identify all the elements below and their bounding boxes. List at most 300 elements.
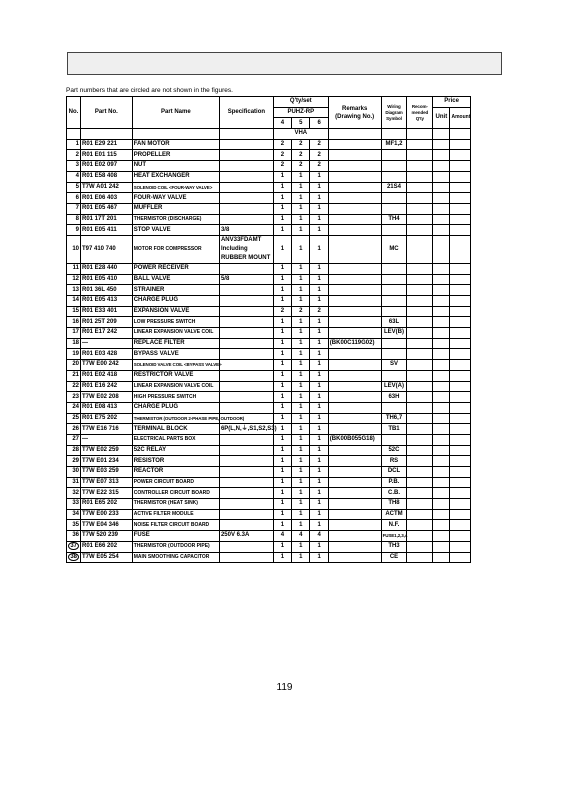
row-qty-text: 1 [317,500,321,507]
row-qty [310,161,328,172]
row-part-no [81,370,133,381]
row-qty-text: 1 [280,350,285,357]
row-no-text: 28 [72,446,79,453]
row-remarks [328,413,381,424]
row-qty [292,434,310,445]
row-qty-text: 2 [299,308,303,315]
row-qty-text: 1 [317,215,321,222]
header-wiring-symbol: Wiring Diagram Symbol [381,97,407,129]
row-qty-text: 1 [299,286,303,293]
row-part-no [81,477,133,488]
header-specification: Specification [219,97,273,129]
row-qty [310,263,328,274]
row-remarks [328,402,381,413]
row-no [67,488,81,499]
row-qty-text: 1 [317,361,321,368]
row-no [67,161,81,172]
row-price-amount [450,381,471,392]
row-wiring-symbol [381,235,407,263]
row-qty-text: 1 [299,318,303,325]
row-wiring-symbol [381,509,407,520]
row-qty [273,225,291,236]
row-wiring-symbol [381,381,407,392]
row-remarks [328,499,381,510]
row-no-text: 1 [75,141,79,148]
row-part-name-text: POWER CIRCUIT BOARD [133,479,194,486]
row-qty [310,424,328,435]
row-qty-text: 2 [280,151,285,158]
table-row [67,467,471,478]
row-qty [292,520,310,531]
row-qty-text: 1 [280,215,285,222]
row-qty-text: 1 [299,436,303,443]
row-specification [219,520,273,531]
row-no-text: 5 [75,183,79,190]
row-price-unit [433,274,450,285]
row-qty [273,161,291,172]
row-recommended-qty [407,370,433,381]
row-no [67,531,81,542]
row-part-name-text: ELECTRICAL PARTS BOX [133,436,196,443]
row-qty [292,139,310,150]
row-recommended-qty [407,171,433,182]
row-part-no-text: R01 E28 440 [82,265,118,272]
row-qty-text: 1 [317,404,321,411]
row-part-name [132,328,219,339]
row-wiring-symbol [381,338,407,349]
header-size-4: 4 [273,118,291,129]
row-price-amount [450,531,471,542]
row-part-name-text: RESTRICTOR VALVE [133,372,194,379]
row-no [67,306,81,317]
row-recommended-qty [407,328,433,339]
row-specification [219,349,273,360]
row-qty [292,161,310,172]
row-part-no [81,317,133,328]
header-spacer [407,129,433,140]
row-part-name-text: FOUR-WAY VALVE [133,194,187,201]
row-part-name-text: NUT [133,162,147,169]
row-remarks [328,434,381,445]
row-qty-text: 1 [280,275,285,282]
row-remarks [328,274,381,285]
row-recommended-qty [407,150,433,161]
row-specification [219,263,273,274]
row-specification [219,171,273,182]
row-price-amount [450,263,471,274]
header-spacer [381,129,407,140]
row-qty-text: 1 [299,173,303,180]
row-price-unit [433,161,450,172]
row-qty-text: 1 [280,297,285,304]
row-qty-text: 4 [317,532,321,539]
row-part-name-text: NOISE FILTER CIRCUIT BOARD [133,521,210,528]
row-price-amount [450,541,471,552]
row-qty-text: 1 [280,479,285,486]
row-part-name-text: MOTOR FOR COMPRESSOR [133,245,202,252]
row-qty [310,193,328,204]
table-row [67,541,471,552]
row-no [67,296,81,307]
row-qty-text: 2 [280,308,285,315]
row-part-name-text: ACTIVE FILTER MODULE [133,511,194,518]
row-part-no [81,139,133,150]
row-price-unit [433,370,450,381]
row-wiring-symbol-text: CE [389,553,399,560]
row-wiring-symbol [381,139,407,150]
row-no [67,203,81,214]
row-part-no-text: R01 E03 428 [82,350,118,357]
row-specification [219,338,273,349]
row-part-no-text: T7W E04 346 [82,521,119,528]
row-wiring-symbol [381,263,407,274]
row-specification [219,225,273,236]
row-price-amount [450,424,471,435]
row-part-no-text: R01 E17 242 [82,329,118,336]
row-qty-text: 1 [299,511,303,518]
row-qty [310,306,328,317]
row-qty-text: 1 [317,329,321,336]
row-no [67,424,81,435]
row-price-amount [450,306,471,317]
row-part-no [81,520,133,531]
table-row [67,456,471,467]
row-qty-text: 2 [317,308,321,315]
row-wiring-symbol [381,225,407,236]
row-part-no-text: R01 E08 413 [82,404,118,411]
row-recommended-qty [407,381,433,392]
row-qty-text: 1 [317,468,321,475]
row-price-unit [433,296,450,307]
row-qty [292,193,310,204]
row-remarks [328,182,381,193]
table-row [67,296,471,307]
row-price-amount [450,434,471,445]
row-no [67,338,81,349]
row-specification [219,285,273,296]
row-remarks [328,456,381,467]
row-wiring-symbol [381,193,407,204]
row-qty-text: 1 [299,489,303,496]
row-wiring-symbol [381,360,407,371]
row-qty-text: 1 [280,205,285,212]
row-price-amount [450,552,471,563]
row-qty-text: 1 [280,286,285,293]
row-qty-text: 1 [299,275,303,282]
row-part-name [132,193,219,204]
row-part-no [81,413,133,424]
row-qty [310,338,328,349]
header-spacer [433,129,450,140]
row-no-text: 27 [72,436,79,443]
row-wiring-symbol [381,370,407,381]
row-remarks [328,225,381,236]
row-part-no-text: T7W E00 233 [82,511,119,518]
row-wiring-symbol [381,349,407,360]
row-specification [219,214,273,225]
row-part-name-text: POWER RECEIVER [133,265,189,272]
row-price-amount [450,488,471,499]
row-specification [219,317,273,328]
row-qty-text: 1 [299,382,303,389]
row-part-name [132,150,219,161]
row-part-name-text: MUFFLER [133,205,163,212]
row-qty-text: 1 [280,318,285,325]
row-recommended-qty [407,392,433,403]
row-qty [273,402,291,413]
row-part-name [132,263,219,274]
row-recommended-qty [407,402,433,413]
table-row [67,338,471,349]
row-no [67,499,81,510]
row-price-unit [433,285,450,296]
row-no-text: 14 [72,297,79,304]
row-no [67,370,81,381]
header-no: No. [67,97,81,129]
row-price-unit [433,171,450,182]
row-part-name [132,424,219,435]
row-price-unit [433,520,450,531]
row-price-amount [450,499,471,510]
row-qty [273,150,291,161]
row-qty [273,203,291,214]
row-part-name-text: HIGH PRESSURE SWITCH [133,393,197,400]
row-part-name [132,349,219,360]
row-qty-text: 1 [317,479,321,486]
row-qty [273,467,291,478]
row-qty-text: 1 [299,543,303,550]
row-part-name [132,402,219,413]
row-qty [273,285,291,296]
row-price-unit [433,499,450,510]
table-row [67,182,471,193]
row-qty [292,338,310,349]
row-price-amount [450,193,471,204]
row-qty [292,274,310,285]
row-part-name-text: FUSE [133,532,150,539]
row-qty [273,531,291,542]
row-price-amount [450,360,471,371]
row-wiring-symbol [381,392,407,403]
row-qty [292,306,310,317]
row-part-name-text: HEAT EXCHANGER [133,173,190,180]
row-wiring-symbol [381,150,407,161]
row-part-name [132,467,219,478]
row-qty-text: 2 [280,162,285,169]
row-part-name [132,235,219,263]
row-qty [310,203,328,214]
table-row [67,552,471,563]
row-specification [219,306,273,317]
row-wiring-symbol [381,424,407,435]
row-qty [273,541,291,552]
table-row [67,139,471,150]
row-qty-text: 1 [280,245,285,252]
row-wiring-symbol [381,285,407,296]
row-price-unit [433,456,450,467]
row-remarks [328,541,381,552]
row-no-text: 19 [72,350,79,357]
row-price-unit [433,477,450,488]
row-qty-text: 1 [280,543,285,550]
row-price-unit [433,413,450,424]
table-row [67,306,471,317]
row-remarks [328,214,381,225]
row-qty-text: 1 [280,329,285,336]
row-part-name [132,531,219,542]
row-price-amount [450,477,471,488]
row-part-no [81,296,133,307]
row-wiring-symbol-text: LEV(A) [383,382,404,389]
row-part-name-text: FAN MOTOR [133,141,170,148]
row-qty [310,520,328,531]
header-spacer [81,129,133,140]
row-qty-text: 1 [280,436,285,443]
row-price-amount [450,413,471,424]
row-price-amount [450,274,471,285]
row-qty [292,413,310,424]
row-qty-text: 1 [317,543,321,550]
row-recommended-qty [407,235,433,263]
row-price-amount [450,467,471,478]
header-part-no: Part No. [81,97,133,129]
row-no [67,235,81,263]
row-specification-text: 6P(L,N,⏚,S1,S2,S3) [220,425,277,432]
row-recommended-qty [407,182,433,193]
table-row [67,235,471,263]
row-specification [219,456,273,467]
row-wiring-symbol [381,531,407,542]
row-part-name [132,225,219,236]
table-row [67,317,471,328]
row-qty [292,509,310,520]
row-part-name [132,360,222,371]
row-part-no [81,434,133,445]
row-recommended-qty [407,139,433,150]
row-qty [292,150,310,161]
row-wiring-symbol [381,552,407,563]
row-part-no-text: T7W E05 254 [82,553,119,560]
row-specification-text: ANV33FDAMT Including RUBBER MOUNT [220,236,271,261]
row-qty [292,456,310,467]
row-qty [310,434,328,445]
row-part-no [81,182,133,193]
row-recommended-qty [407,531,433,542]
table-row [67,488,471,499]
row-qty [273,182,291,193]
row-part-no-text: R01 17T 201 [82,215,117,222]
row-no [67,381,81,392]
row-specification [219,531,273,542]
row-specification [219,161,273,172]
row-no-text: 36 [72,532,79,539]
row-no [67,360,81,371]
row-part-no-text: — [82,436,88,443]
row-qty-text: 1 [317,318,321,325]
row-qty-text: 1 [280,500,285,507]
row-price-unit [433,338,450,349]
row-wiring-symbol [381,214,407,225]
row-wiring-symbol-text: SV [389,361,398,368]
page-number: 119 [276,682,293,693]
row-qty [273,317,291,328]
row-wiring-symbol [381,203,407,214]
row-qty-text: 1 [299,457,303,464]
row-part-no [81,285,133,296]
row-wiring-symbol-text: 52C [388,446,400,453]
row-part-name [132,456,219,467]
row-wiring-symbol [381,328,407,339]
row-qty [273,349,291,360]
row-price-amount [450,285,471,296]
row-no-text: 10 [72,245,79,252]
row-qty [292,317,310,328]
row-no-text: 26 [72,425,79,432]
row-no [67,317,81,328]
row-qty [292,203,310,214]
row-price-amount [450,161,471,172]
row-part-no-text: R01 E02 418 [82,372,118,379]
row-qty-text: 1 [299,226,303,233]
row-price-amount [450,456,471,467]
row-qty-text: 2 [299,151,303,158]
row-qty [273,477,291,488]
row-qty [292,531,310,542]
row-qty [273,392,291,403]
row-part-no [81,161,133,172]
row-price-unit [433,306,450,317]
row-part-no [81,402,133,413]
row-no-text: 16 [72,318,79,325]
row-qty [273,445,291,456]
row-no-text: 9 [75,226,79,233]
row-wiring-symbol [381,296,407,307]
row-price-unit [433,381,450,392]
row-part-name [132,338,219,349]
circled-parts-note: Part numbers that are circled are not shown in the figures. [66,87,233,94]
row-remarks [328,424,381,435]
row-no-text: 32 [72,489,79,496]
row-remarks [328,392,381,403]
row-qty [273,552,291,563]
table-row [67,349,471,360]
row-qty [273,381,291,392]
row-specification [219,150,273,161]
row-part-no-text: R01 E01 115 [82,151,117,158]
row-part-no [81,424,133,435]
row-qty-text: 1 [280,382,285,389]
row-price-amount [450,520,471,531]
header-spacer [132,129,219,140]
row-wiring-symbol-text: TH8 [388,500,400,507]
row-part-name [132,285,219,296]
row-qty [292,171,310,182]
row-part-no-text: T7W E07 313 [82,479,119,486]
row-remarks [328,193,381,204]
row-qty [273,370,291,381]
table-row [67,285,471,296]
row-qty-text: 1 [317,226,321,233]
row-part-no-text: R01 25T 209 [82,318,117,325]
row-qty [310,274,328,285]
row-price-amount [450,296,471,307]
table-row [67,171,471,182]
row-part-no-text: T7W E03 259 [82,468,119,475]
row-qty-text: 1 [317,457,321,464]
row-qty [292,424,310,435]
row-qty [310,328,328,339]
row-part-no [81,214,133,225]
